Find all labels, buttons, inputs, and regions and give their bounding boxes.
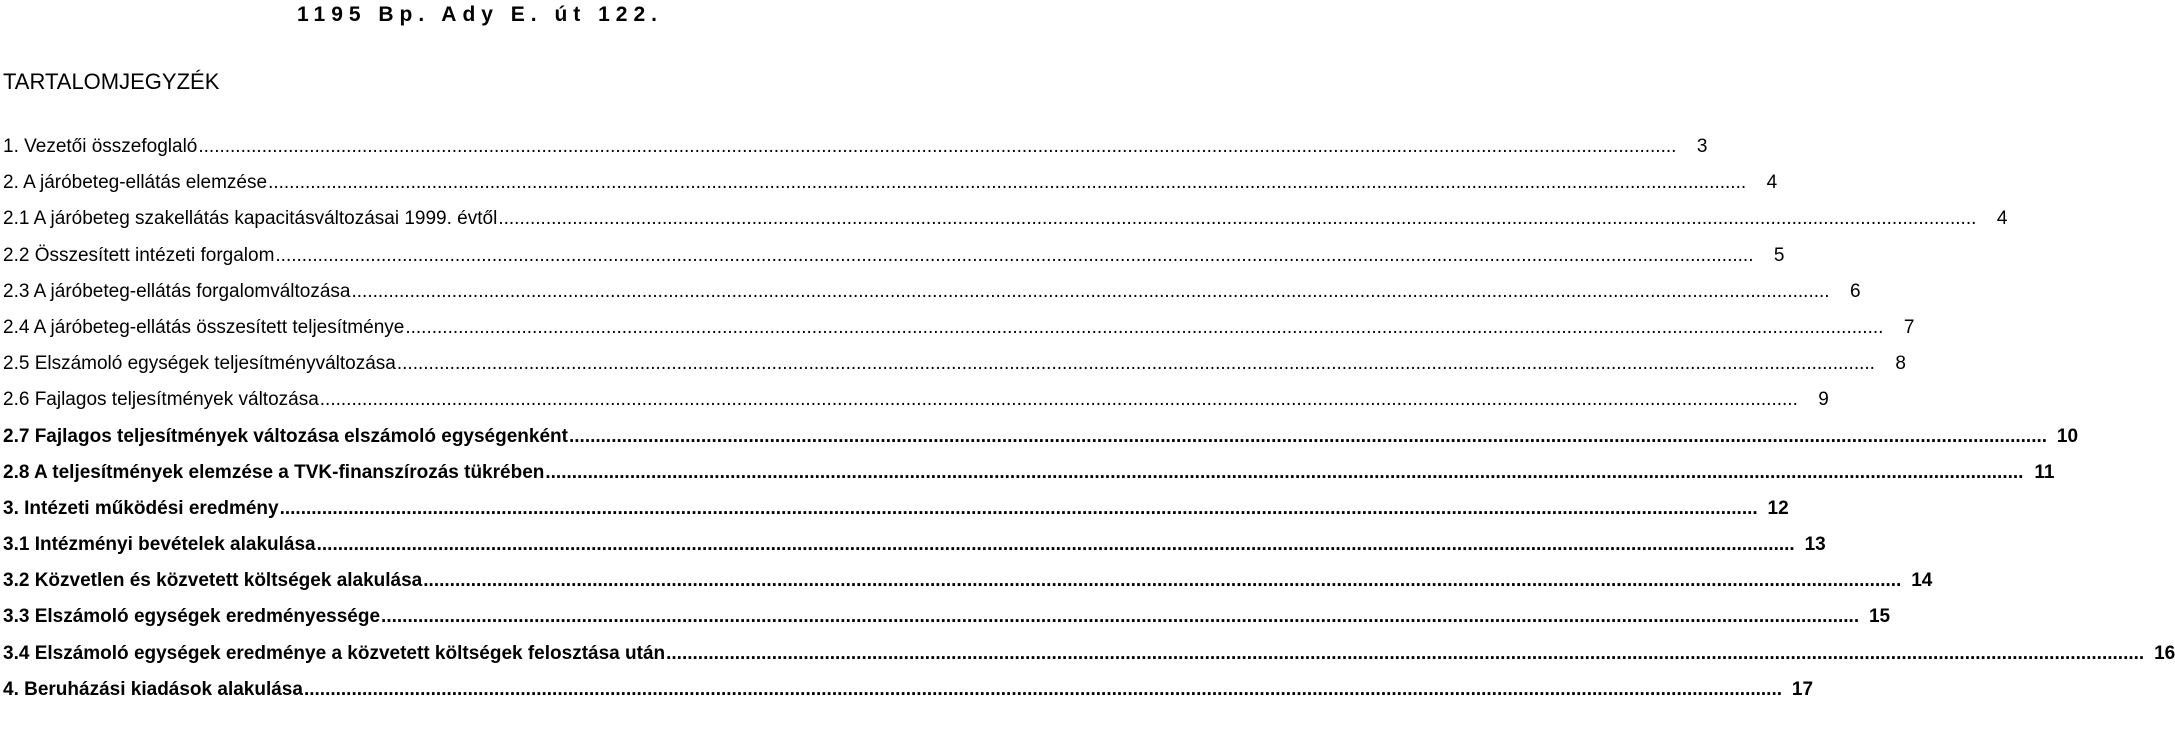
toc-dot-leader (317, 532, 1795, 558)
toc-entry-label: 3.4 Elszámoló egységek eredménye a közvetett költségek felosztása után (3, 642, 666, 664)
toc-entry[interactable] (3, 496, 1789, 532)
toc-entry-label: 2.5 Elszámoló egységek teljesítményváltozása (3, 353, 396, 375)
toc-entry-label: 2.7 Fajlagos teljesítmények változása elszámoló egységenként (3, 425, 568, 447)
toc-entry[interactable] (3, 604, 1891, 640)
toc-entry-page-number: 16 (2154, 642, 2175, 664)
toc-entry[interactable] (3, 677, 1814, 713)
toc-entry-label: 2.4 A járóbeteg-ellátás összesített teljesítménye (3, 316, 405, 338)
toc-entry-page-number: 14 (1911, 570, 1933, 592)
toc-entry-page-number: 15 (1868, 606, 1891, 628)
toc-entry-page-number: 12 (1767, 497, 1789, 519)
toc-entry-label: 3.2 Közvetlen és közvetett költségek alakulása (3, 570, 423, 592)
toc-entry-label: 4. Beruházási kiadások alakulása (3, 678, 303, 700)
toc-entry[interactable] (3, 568, 1933, 604)
toc-entry[interactable] (3, 424, 2079, 460)
toc-entry-page-number: 7 (1903, 316, 1915, 338)
toc-dot-leader (423, 568, 1901, 594)
toc-entry-label: 1. Vezetői összefoglaló (3, 136, 198, 157)
toc-entry-label: 2.2 Összesített intézeti forgalom (3, 244, 275, 266)
toc-entry-label: 2. A járóbeteg-ellátás elemzése (3, 172, 268, 194)
toc-entry[interactable] (3, 532, 1826, 568)
toc-entry-page-number: 9 (1818, 389, 1829, 411)
toc-entry-label: 3. Intézeti működési eredmény (3, 497, 279, 519)
toc-dot-leader (304, 677, 1782, 703)
toc-dot-leader (397, 351, 1875, 377)
toc-dot-leader (275, 243, 1753, 269)
toc-dot-leader (268, 170, 1746, 196)
toc-entry-label: 2.8 A teljesítmények elemzése a TVK-finanszírozás tükrében (3, 461, 545, 483)
toc-entry[interactable] (3, 134, 1708, 170)
toc-entry-label: 3.3 Elszámoló egységek eredményessége (3, 606, 381, 628)
toc-entry-page-number: 17 (1791, 678, 1814, 700)
toc-entry-page-number: 5 (1773, 244, 1785, 266)
toc-dot-leader (405, 315, 1883, 341)
toc-dot-leader (198, 134, 1676, 160)
toc-entry-page-number: 6 (1850, 280, 1861, 302)
toc-dot-leader (280, 496, 1758, 522)
toc-entry[interactable] (3, 387, 1829, 423)
toc-dot-leader (498, 206, 1976, 232)
page-header: 1195 Bp. Ady E. út 122. (297, 3, 663, 26)
toc-dot-leader (569, 424, 2047, 450)
toc-entry[interactable] (3, 279, 1861, 315)
toc-dot-leader (381, 604, 1859, 630)
toc-entry-page-number: 10 (2056, 425, 2079, 447)
toc-entry-page-number: 3 (1696, 136, 1708, 157)
toc-heading: TARTALOMJEGYZÉK (3, 69, 220, 94)
toc-entry[interactable] (3, 460, 2055, 496)
toc-entry-label: 3.1 Intézményi bevételek alakulása (3, 534, 316, 556)
toc-entry-label: 2.3 A járóbeteg-ellátás forgalomváltozása (3, 280, 351, 302)
toc-entry-page-number: 11 (2034, 461, 2055, 483)
toc-entry[interactable] (3, 351, 1906, 387)
toc-entry[interactable] (3, 641, 2175, 677)
toc-dot-leader (320, 387, 1798, 413)
toc-entry[interactable] (3, 206, 2008, 242)
toc-entry-page-number: 4 (1766, 172, 1778, 194)
toc-entry[interactable] (3, 170, 1778, 206)
toc-entry-page-number: 4 (1996, 208, 2008, 230)
toc-entry[interactable] (3, 243, 1785, 279)
toc-dot-leader (352, 279, 1830, 305)
toc-list (3, 134, 2175, 713)
toc-dot-leader (545, 460, 2023, 486)
toc-entry-label: 2.1 A járóbeteg szakellátás kapacitásváltozásai 1999. évtől (3, 208, 498, 230)
toc-entry-label: 2.6 Fajlagos teljesítmények változása (3, 389, 319, 411)
toc-dot-leader (666, 641, 2144, 667)
toc-entry[interactable] (3, 315, 1915, 351)
toc-entry-page-number: 8 (1895, 353, 1906, 375)
toc-entry-page-number: 13 (1804, 534, 1826, 556)
